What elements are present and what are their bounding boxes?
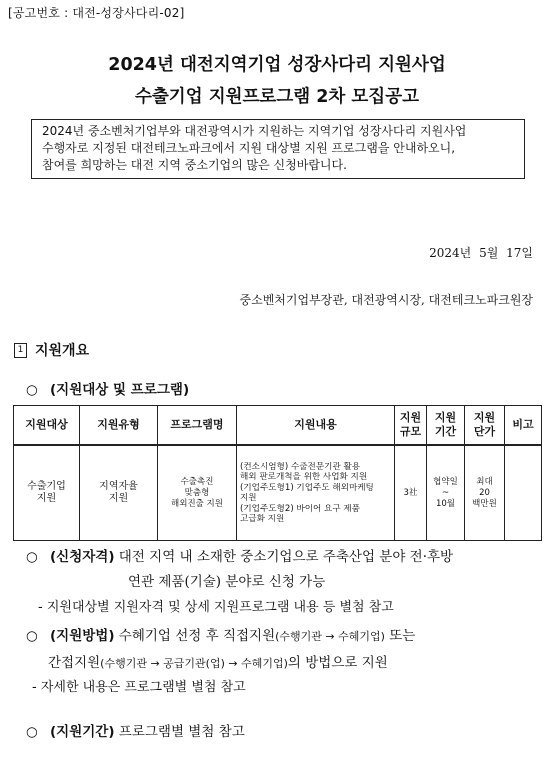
method-label: (지원방법): [50, 628, 115, 644]
header-program: 프로그램명: [158, 406, 237, 446]
method-text-end: 의 방법으로 지원: [287, 655, 388, 671]
period-label: (지원기간): [50, 724, 115, 740]
bullet-circle: ○: [26, 549, 38, 565]
detail-line: (기업주도형2) 바이어 요구 제품: [240, 503, 360, 514]
header-target: 지원대상: [14, 406, 80, 446]
eligibility-sub-note: - 지원대상별 지원자격 및 상세 지원프로그램 내용 등 별첨 참고: [38, 600, 394, 615]
detail-line: (기업주도형1) 기업주도 해외마케팅: [240, 482, 374, 493]
title-line-1: 2024년 대전지역기업 성장사다리 지원사업: [108, 55, 446, 75]
program-bullet: [26, 378, 189, 398]
eligibility-text: 대전 지역 내 소재한 중소기업으로 주축산업 분야 전·후방: [114, 549, 454, 565]
section-number-box: 1: [14, 343, 27, 358]
bullet-circle: ○: [26, 628, 38, 644]
detail-line: 고급화 지원: [240, 514, 285, 524]
intro-box: [31, 119, 525, 179]
header-type: 지원유형: [80, 406, 158, 446]
notice-number: [공고번호 : 대전-성장사다리-02]: [8, 6, 185, 20]
eligibility-label: (신청자격): [50, 549, 115, 565]
intro-line: 참여를 희망하는 대전 지역 중소기업의 많은 신청바랍니다.: [42, 158, 347, 172]
table-row: [14, 445, 542, 541]
method-text: 수혜기업 선정 후 직접지원: [114, 628, 276, 644]
section-title: 지원개요: [35, 343, 90, 359]
method-flow-direct: (수행기관 → 수혜기업): [275, 630, 385, 643]
method-sub-note: - 자세한 내용은 프로그램별 별첨 참고: [32, 680, 246, 695]
bullet-circle: ○: [26, 724, 38, 740]
cell-program: 수출촉진 맞춤형 해외진출 지원: [158, 445, 237, 541]
bullet-circle: ○: [26, 382, 38, 398]
program-table: [13, 405, 542, 541]
period-bullet: [26, 720, 245, 740]
cell-scale: 3社: [395, 445, 427, 541]
header-details: 지원내용: [237, 406, 395, 446]
cell-note: [505, 445, 542, 541]
method-text-cont: [48, 651, 388, 671]
detail-line: (컨소시엄형) 수출전문기관 활용: [240, 461, 361, 472]
announcement-date: 2024년 5월 17일: [429, 246, 533, 260]
cell-type: 지역자율 지원: [80, 445, 158, 541]
detail-line: 지원: [240, 493, 257, 503]
eligibility-bullet: [26, 545, 453, 565]
cell-period: 협약일 ~ 10월: [427, 445, 465, 541]
eligibility-text-cont: 연관 제품(기술) 분야로 신청 가능: [128, 574, 326, 590]
cell-unit: 최대 20 백만원: [465, 445, 505, 541]
period-text: 프로그램별 별첨 참고: [114, 724, 245, 740]
cell-details: [237, 445, 395, 541]
header-scale: 지원 규모: [395, 406, 427, 446]
cell-target: 수출기업 지원: [14, 445, 80, 541]
section-heading: [14, 340, 89, 360]
table-header-row: [14, 406, 542, 446]
header-note: 비고: [505, 406, 542, 446]
intro-line: 2024년 중소벤처기업부와 대전광역시가 지원하는 지역기업 성장사다리 지원사업: [42, 124, 467, 138]
title-line-2: 수출기업 지원프로그램 2차 모집공고: [134, 87, 420, 107]
method-flow-indirect: (수행기관 → 공급기관(업) → 수혜기업): [100, 657, 288, 670]
intro-line: 수행자로 지정된 대전테크노파크에서 지원 대상별 지원 프로그램을 안내하오니,: [42, 141, 456, 155]
method-bullet: [26, 624, 415, 644]
method-text-or: 또는: [384, 628, 416, 644]
program-bullet-text: (지원대상 및 프로그램): [50, 382, 190, 398]
issuer-line: 중소벤처기업부장관, 대전광역시장, 대전테크노파크원장: [239, 293, 533, 307]
detail-line: 해외 판로개척을 위한 사업화 지원: [240, 472, 368, 482]
method-indirect: 간접지원: [48, 655, 101, 671]
header-period: 지원 기간: [427, 406, 465, 446]
header-unit: 지원 단가: [465, 406, 505, 446]
